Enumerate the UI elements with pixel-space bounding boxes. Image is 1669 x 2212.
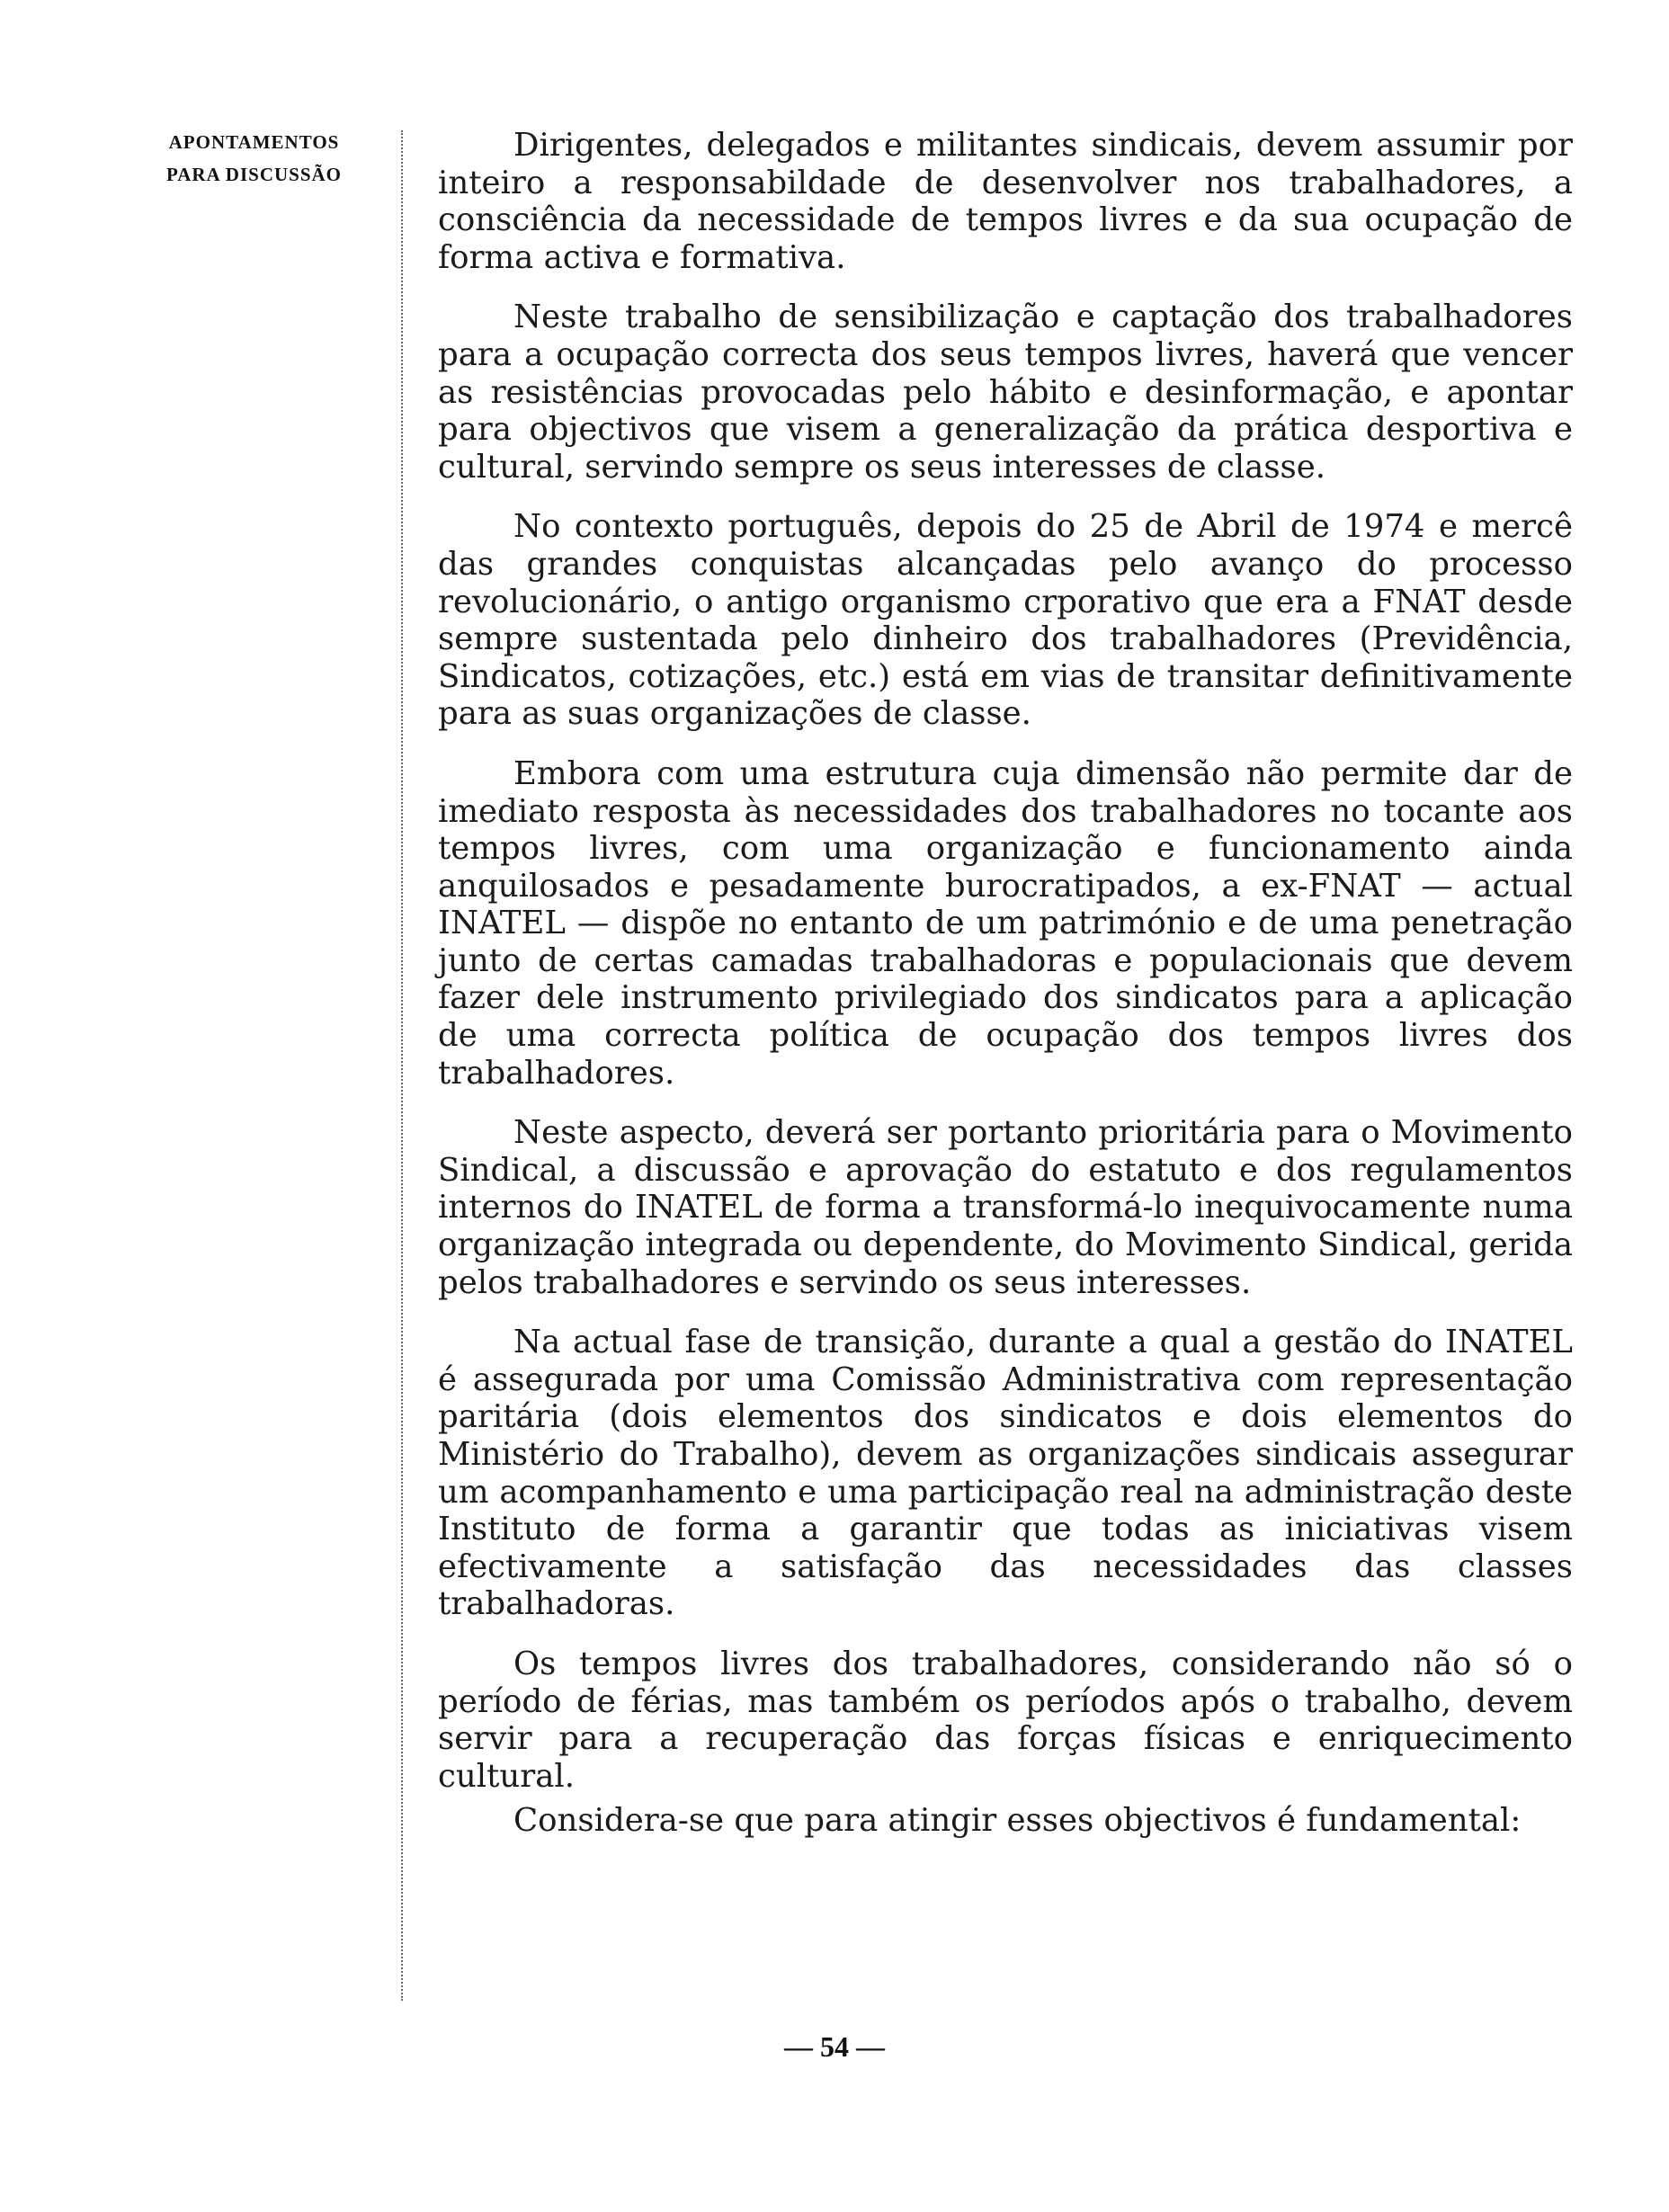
section-label-line-2: PARA DISCUSSÃO: [165, 164, 343, 185]
paragraph-4: Embora com uma estrutura cuja dimensão não permite dar de imediato resposta às necessidades dos trabalhadores no tocante aos tempos livres, com uma organização e funcionamento ainda anquilosados e pesadamente burocratipados, a ex-FNAT — actual INATEL — dispõe no entanto de um património e de uma penetração junto de certas camadas trabalhadoras e populacionais que devem fazer dele instrumento privilegiado dos sindicatos para a aplicação de uma correcta política de ocupação dos tempos livres dos trabalhadores.: [438, 754, 1573, 1092]
paragraph-5: Neste aspecto, deverá ser portanto prioritária para o Movimento Sindical, a discussão e aprovação do estatuto e dos regulamentos internos do INATEL de forma a transformá-lo inequivocamente numa organização integrada ou dependente, do Movimento Sindical, gerida pelos trabalhadores e servindo os seus interesses.: [438, 1114, 1573, 1301]
section-label: [126, 126, 382, 191]
paragraph-3: No contexto português, depois do 25 de Abril de 1974 e mercê das grandes conquistas alcançadas pelo avanço do processo revolucionário, o antigo organismo crporativo que era a FNAT desde sempre sustentada pelo dinheiro dos trabalhadores (Previdência, Sindicatos, cotizações, etc.) está em vias de transitar definitivamente para as suas organizações de classe.: [438, 508, 1573, 733]
page-number: — 54 —: [784, 2030, 885, 2063]
article-body: [438, 127, 1573, 1840]
paragraph-8: Considera-se que para atingir esses objectivos é fundamental:: [513, 1802, 1522, 1840]
paragraph-2: Neste trabalho de sensibilização e captação dos trabalhadores para a ocupação correcta dos seus tempos livres, haverá que vencer as resistências provocadas pelo hábito e desinformação, e apontar para objectivos que visem a generalização da prática desportiva e cultural, servindo sempre os seus interesses de classe.: [438, 299, 1573, 486]
paragraph-7: Os tempos livres dos trabalhadores, considerando não só o período de férias, mas também os períodos após o trabalho, devem servir para a recuperação das forças físicas e enriquecimento cultural.: [438, 1645, 1573, 1795]
section-label-line-1: APONTAMENTOS: [168, 131, 340, 153]
paragraph-6: Na actual fase de transição, durante a qual a gestão do INATEL é assegurada por uma Comissão Administrativa com representação paritária (dois elementos dos sindicatos e dois elementos do Ministério do Trabalho), devem as organizações sindicais assegurar um acompanhamento e uma participação real na administração deste Instituto de forma a garantir que todas as iniciativas visem efectivamente a satisfação das necessidades das classes trabalhadoras.: [438, 1324, 1573, 1623]
margin-divider: [401, 130, 403, 2001]
paragraph-1: Dirigentes, delegados e militantes sindicais, devem assumir por inteiro a responsabildade de desenvolver nos trabalhadores, a consciência da necessidade de tempos livres e da sua ocupação de forma activa e formativa.: [438, 127, 1573, 276]
